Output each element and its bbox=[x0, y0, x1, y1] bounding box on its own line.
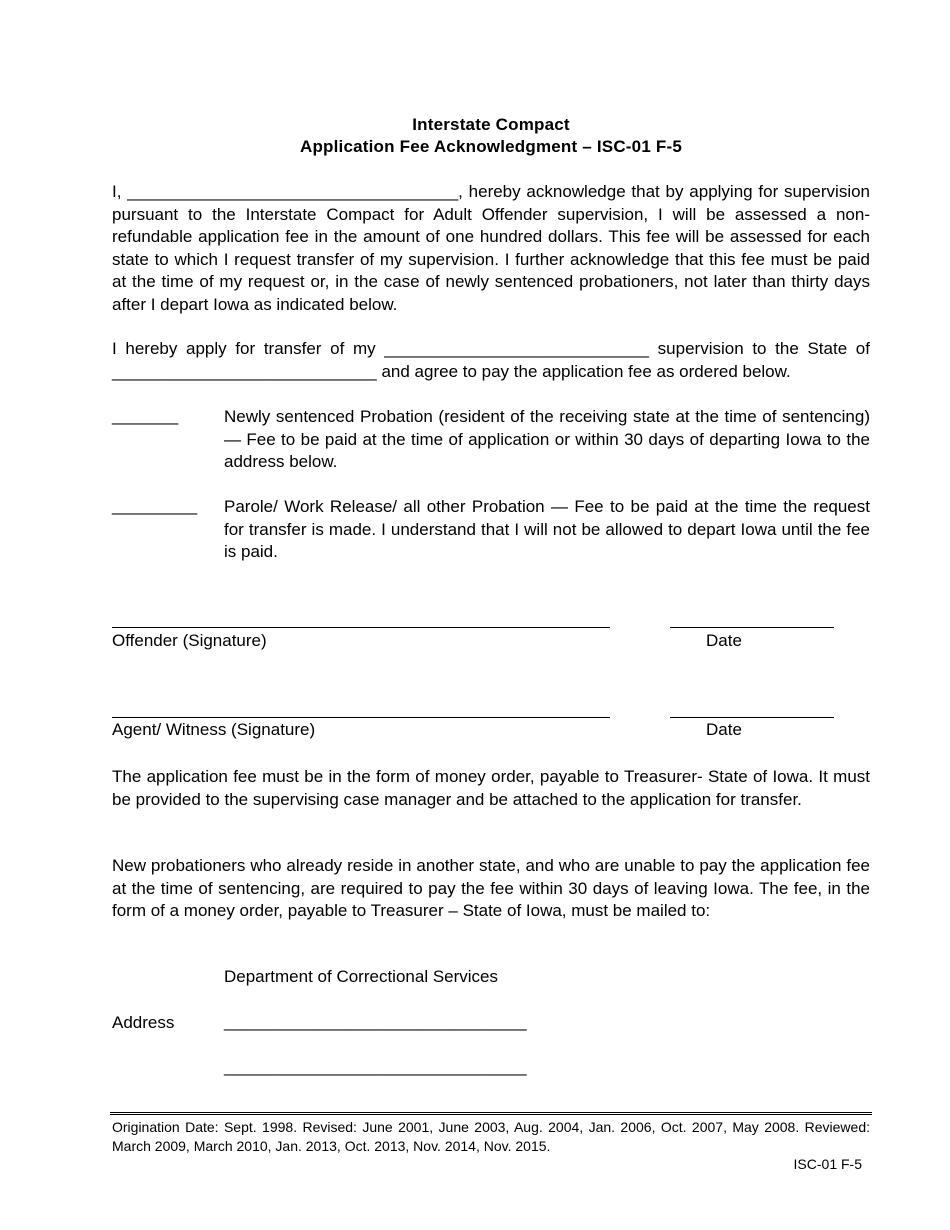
footer-divider bbox=[110, 1112, 872, 1115]
form-id: ISC-01 F-5 bbox=[793, 1156, 862, 1172]
option1-check-blank[interactable]: _______ bbox=[112, 406, 179, 425]
acknowledgment-paragraph bbox=[112, 181, 870, 317]
offender-date-label: Date bbox=[706, 631, 742, 650]
document-title: Interstate Compact bbox=[412, 115, 570, 134]
offender-signature-line[interactable] bbox=[112, 627, 610, 628]
ack-lead: I, bbox=[112, 182, 128, 201]
witness-date-label: Date bbox=[706, 720, 742, 739]
transfer-paragraph bbox=[112, 338, 870, 383]
revision-history: Origination Date: Sept. 1998. Revised: June 2001, June 2003, Aug. 2004, Jan. 2006, Oct. 2007, May 2008. Reviewed: March 2009, March 2010, Jan. 2013, Oct. 2013, Nov. 2014, Nov. 2015. bbox=[112, 1119, 870, 1154]
ack-body: , hereby acknowledge that by applying for supervision pursuant to the Interstate Compact for Adult Offender supervision, I will be assessed a non-refundable application fee in the amount of one hundred dollars. This fee will be assessed for each state to which I request transfer of my supervision. I further acknowledge that this fee must be paid at the time of my request or, in the case of newly sentenced probationers, not later than thirty days after I depart Iowa as indicated below. bbox=[112, 182, 871, 314]
supervision-type-blank[interactable]: ____________________________ bbox=[384, 339, 650, 358]
witness-date-line[interactable] bbox=[670, 717, 834, 718]
document-subtitle: Application Fee Acknowledgment – ISC-01 F-5 bbox=[299, 137, 683, 156]
transfer-part1: I hereby apply for transfer of my bbox=[112, 339, 385, 358]
offender-signature-label: Offender (Signature) bbox=[112, 631, 267, 650]
transfer-part3: and agree to pay the application fee as ordered below. bbox=[376, 361, 791, 381]
new-probationers-paragraph: New probationers who already reside in another state, and who are unable to pay the application fee at the time of sentencing, are required to pay the fee within 30 days of leaving Iowa. The fee, in the form of a money order, payable to Treasurer – State of Iowa, must be mailed to: bbox=[112, 856, 870, 921]
address-blank-line-2[interactable]: ________________________________ bbox=[224, 1057, 527, 1076]
name-blank[interactable]: ___________________________________ bbox=[127, 182, 459, 201]
state-blank[interactable]: ____________________________ bbox=[112, 361, 377, 381]
payment-form-paragraph: The application fee must be in the form of money order, payable to Treasurer- State of Iowa. It must be provided to the supervising case manager and be attached to the application for transfer. bbox=[112, 767, 870, 809]
witness-signature-line[interactable] bbox=[112, 717, 610, 718]
witness-signature-label: Agent/ Witness (Signature) bbox=[112, 720, 316, 739]
address-blank-line-1[interactable]: ________________________________ bbox=[224, 1012, 527, 1031]
option1-text: Newly sentenced Probation (resident of the receiving state at the time of sentencing) — Fee to be paid at the time of application or within 30 days of departing Iowa to the address below. bbox=[224, 407, 870, 472]
option2-text: Parole/ Work Release/ all other Probation — Fee to be paid at the time the request for transfer is made. I understand that I will not be allowed to depart Iowa until the fee is paid. bbox=[224, 497, 870, 562]
option2-check-blank[interactable]: _________ bbox=[112, 496, 198, 515]
address-label: Address bbox=[112, 1013, 175, 1032]
transfer-part2: supervision to the State of bbox=[649, 339, 870, 358]
offender-date-line[interactable] bbox=[670, 627, 834, 628]
department-name: Department of Correctional Services bbox=[224, 967, 499, 986]
